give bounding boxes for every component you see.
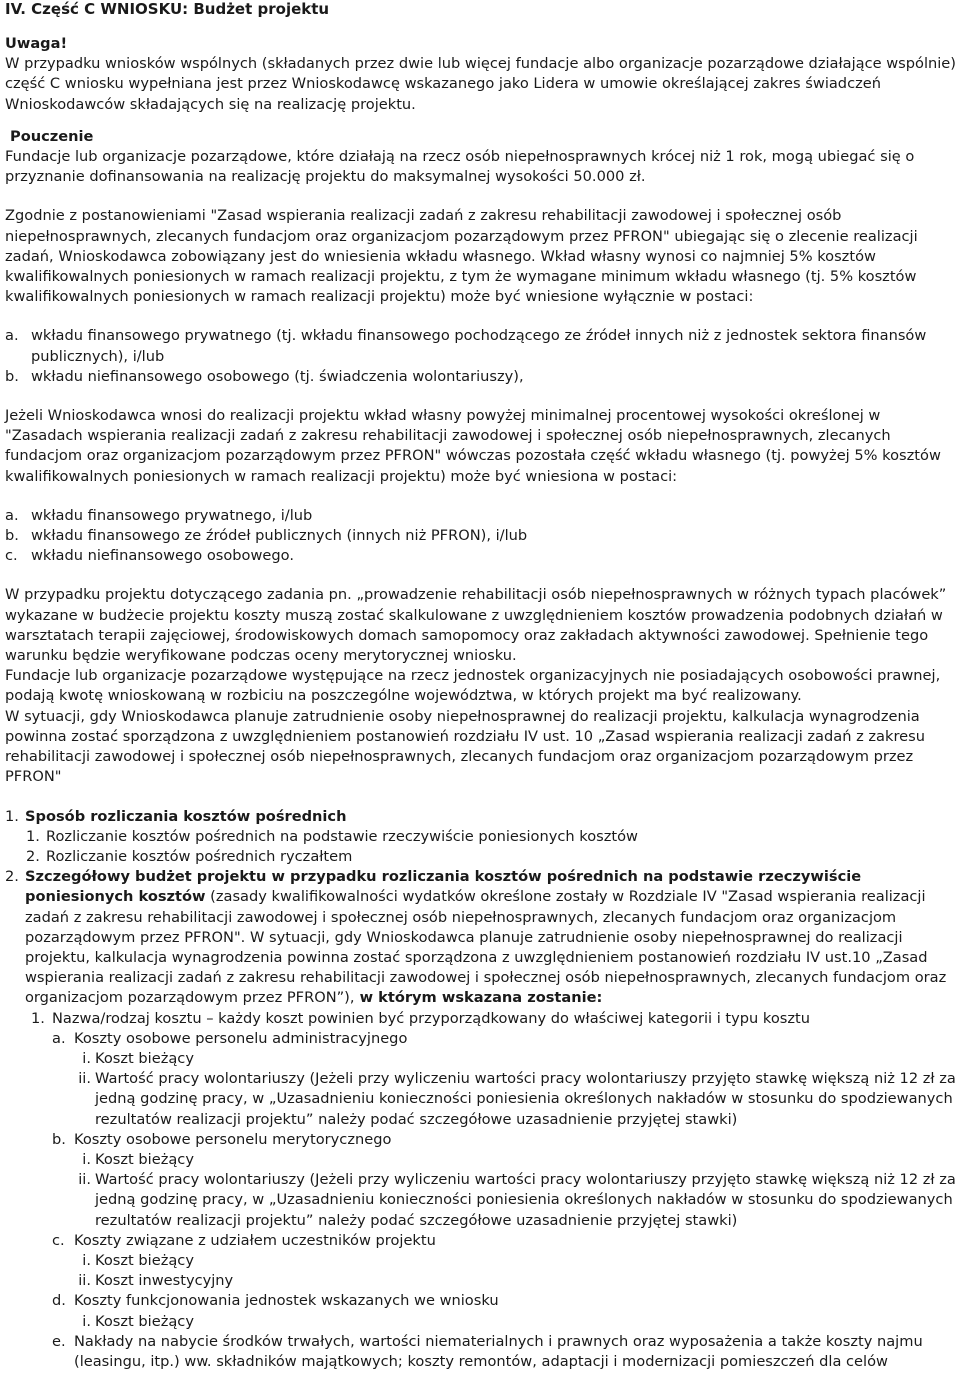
- pouczenie-text: Fundacje lub organizacje pozarządowe, które działają na rzecz osób niepełnosprawnych krócej niż 1 rok, mogą ubiegać się o przyznanie dofinansowania na realizację projektu do maksymalnej wysokości 50.000 zł.: [5, 148, 915, 186]
- list-text: wkładu niefinansowego osobowego.: [31, 547, 294, 565]
- list-marker: ii.: [78, 1070, 91, 1088]
- paragraph-w-przypadku: W przypadku projektu dotyczącego zadania pn. „prowadzenie rehabilitacji osób niepełnosprawnych w różnych typach placówek” wykazane w budżecie projektu koszty muszą zostać skalkulowane z uwzględnieniem kosztów prowadzenia podobnych działań w warsztatach terapii zajęciowej, środowiskowych domach samopomocy oraz zakładach aktywności zawodowej. Spełnienie tego warunku będzie weryfikowane podczas oceny merytorycznej wniosku.: [5, 586, 947, 665]
- list-tail: w którym wskazana zostanie:: [354, 989, 603, 1007]
- list-marker: b.: [5, 527, 19, 545]
- cost-type-item: [5, 1170, 956, 1231]
- list-item-2: [5, 867, 956, 1008]
- list-marker: b.: [52, 1130, 66, 1148]
- list-text: Wartość pracy wolontariuszy (Jeżeli przy wyliczeniu wartości pracy wolontariuszy przyjęto stawkę większą niż 12 zł za jedną godzinę pracy, w „Uzasadnieniu konieczności poniesienia określonych nakładów w stosunku do spodziewanych rezultatów realizacji projektu” należy podać szczegółowe uzasadnienie przyjętej stawki): [95, 1070, 956, 1128]
- paragraph-w-sytuacji: W sytuacji, gdy Wnioskodawca planuje zatrudnienie osoby niepełnosprawnej do realizacji projektu, kalkulacja wynagrodzenia powinna zostać sporządzona z uwzględnieniem postanowień rozdziału IV ust. 10 „Zasad wspierania realizacji zadań z zakresu rehabilitacji zawodowej i społecznej osób niepełnosprawnych, zlecanych fundacjom oraz organizacjom pozarządowym przez PFRON": [5, 707, 925, 786]
- category-item: [5, 1332, 956, 1372]
- list-text: Koszt bieżący: [95, 1150, 194, 1168]
- paragraph-zgodnie: Zgodnie z postanowieniami "Zasad wspierania realizacji zadań z zakresu rehabilitacji zawodowej i społecznej osób niepełnosprawnych, zlecanych fundacjom oraz organizacjom pozarządowym przez PFRON" ubiegając się o zlecenie realizacji zadań, Wnioskodawca zobowiązany jest do wniesienia wkładu własnego. Wkład własny wynosi co najmniej 5% kosztów kwalifikowalnych poniesionych w ramach realizacji projektu, z tym że wymagane minimum wkładu własnego (tj. 5% kosztów kwalifikowalnych poniesionych w ramach realizacji projektu) może być wniesione wyłącznie w postaci:: [5, 207, 918, 306]
- list-marker: 1.: [5, 807, 19, 825]
- category-item: [5, 1291, 956, 1311]
- list-text: wkładu finansowego ze źródeł publicznych (innych niż PFRON), i/lub: [31, 527, 528, 545]
- list-text: Nakłady na nabycie środków trwałych, wartości niematerialnych i prawnych oraz wyposażenia a także koszty najmu (leasingu, itp.) ww. składników majątkowych; koszty remontów, adaptacji i modernizacji pomieszczeń dla celów: [74, 1332, 923, 1370]
- paragraph-fundacje: Fundacje lub organizacje pozarządowe występujące na rzecz jednostek organizacyjnych nie posiadających osobowości prawnej, podają kwotę wnioskowaną w rozbiciu na poszczególne województwa, w których projekt ma być realizowany.: [5, 667, 941, 705]
- cost-type-item: [5, 1150, 956, 1170]
- list-marker: i.: [82, 1150, 91, 1168]
- cost-type-item: [5, 1049, 956, 1069]
- list-text: Koszty osobowe personelu merytorycznego: [74, 1130, 392, 1148]
- list-body: (zasady kwalifikowalności wydatków określone zostały w Rozdziale IV "Zasad wspierania realizacji zadań z zakresu rehabilitacji zawodowej i społecznej osób niepełnosprawnych, zlecanych fundacjom oraz organizacjom pozarządowym przez PFRON". W sytuacji, gdy Wnioskodawca planuje zatrudnienie osoby niepełnosprawnej do realizacji projektu, kalkulacja wynagrodzenia powinna zostać sporządzona z uwzględnieniem postanowień rozdziału IV ust.10 „Zasad wspierania realizacji zadań z zakresu rehabilitacji zawodowej i społecznej osób niepełnosprawnych, zlecanych fundacjom oraz organizacjom pozarządowym przez PFRON”),: [25, 888, 947, 1007]
- uwaga-text: W przypadku wniosków wspólnych (składanych przez dwie lub więcej fundacje albo organizacje pozarządowe działające wspólnie) część C wniosku wypełniana jest przez Wnioskodawcę wskazanego jako Lidera w umowie określającej zakres świadczeń Wnioskodawców składających się na realizację projektu.: [5, 55, 956, 113]
- list-text: wkładu finansowego prywatnego, i/lub: [31, 506, 313, 524]
- list-marker: 2.: [26, 847, 40, 865]
- list-wklad-minimum: [5, 326, 956, 387]
- list-text: Koszt inwestycyjny: [95, 1272, 234, 1290]
- category-item: [5, 1029, 956, 1049]
- list-text: Koszty osobowe personelu administracyjnego: [74, 1029, 408, 1047]
- list-marker: ii.: [78, 1272, 91, 1290]
- list-marker: i.: [82, 1251, 91, 1269]
- list-marker: e.: [52, 1332, 66, 1350]
- list-item: [5, 506, 956, 526]
- list-marker: i.: [82, 1312, 91, 1330]
- list-text: Koszt bieżący: [95, 1251, 194, 1269]
- list-text: Koszty związane z udziałem uczestników projektu: [74, 1231, 436, 1249]
- list-text: Koszt bieżący: [95, 1049, 194, 1067]
- list-text: Wartość pracy wolontariuszy (Jeżeli przy wyliczeniu wartości pracy wolontariuszy przyjęto stawkę większą niż 12 zł za jedną godzinę pracy, w „Uzasadnieniu konieczności poniesienia określonych nakładów w stosunku do spodziewanych rezultatów realizacji projektu” należy podać szczegółowe uzasadnienie przyjętej stawki): [95, 1171, 956, 1229]
- list-marker: a.: [5, 327, 19, 345]
- list-marker: c.: [5, 547, 18, 565]
- list-item: [5, 326, 956, 366]
- list-item: [5, 546, 956, 566]
- list-marker: ii.: [78, 1171, 91, 1189]
- list-text: Rozliczanie kosztów pośrednich ryczałtem: [46, 847, 353, 865]
- category-item: [5, 1130, 956, 1150]
- sub-list-item: [5, 827, 956, 847]
- pouczenie-title: Pouczenie: [10, 127, 94, 145]
- list-marker: 1.: [26, 827, 40, 845]
- list-text: Nazwa/rodzaj kosztu – każdy koszt powinien być przyporządkowany do właściwej kategorii i typu kosztu: [52, 1009, 810, 1027]
- cost-type-item: [5, 1251, 956, 1271]
- category-item: [5, 1231, 956, 1251]
- cost-type-item: [5, 1312, 956, 1332]
- list-item: [5, 367, 956, 387]
- uwaga-block: [5, 34, 956, 115]
- list-marker: a.: [5, 506, 19, 524]
- list-text: Koszt bieżący: [95, 1312, 194, 1330]
- list-text: Rozliczanie kosztów pośrednich na podstawie rzeczywiście poniesionych kosztów: [46, 827, 638, 845]
- list-item-1: [5, 807, 956, 827]
- uwaga-title: Uwaga!: [5, 35, 68, 52]
- list-marker: c.: [52, 1231, 65, 1249]
- list-marker: 1.: [31, 1009, 45, 1027]
- list-wklad-pozostaly: [5, 506, 956, 567]
- list-text: [25, 867, 956, 1008]
- list-text: wkładu finansowego prywatnego (tj. wkładu finansowego pochodzącego ze źródeł innych niż z jednostek sektora finansów publicznych), i/lub: [31, 327, 927, 365]
- cost-type-item: [5, 1069, 956, 1130]
- sub-list-item: [5, 847, 956, 867]
- list-title: Sposób rozliczania kosztów pośrednich: [25, 807, 347, 825]
- list-marker: b.: [5, 367, 19, 385]
- list-item: [5, 526, 956, 546]
- list-marker: d.: [52, 1292, 66, 1310]
- numbered-list: [5, 807, 956, 1373]
- paragraph-jezeli: Jeżeli Wnioskodawca wnosi do realizacji projektu wkład własny powyżej minimalnej procentowej wysokości określonej w "Zasadach wspierania realizacji zadań z zakresu rehabilitacji zawodowej i społecznej osób niepełnosprawnych, zlecanych fundacjom oraz organizacjom pozarządowym przez PFRON" wówczas pozostała część wkładu własnego (tj. powyżej 5% kosztów kwalifikowalnych poniesionych w ramach realizacji projektu) może być wniesiona w postaci:: [5, 407, 941, 485]
- pouczenie-block: [5, 127, 956, 147]
- cost-type-item: [5, 1271, 956, 1291]
- list-marker: a.: [52, 1029, 66, 1047]
- list-text: wkładu niefinansowego osobowego (tj. świadczenia wolontariuszy),: [31, 367, 524, 385]
- section-heading: IV. Część C WNIOSKU: Budżet projektu: [5, 0, 330, 18]
- sub-list-item: [5, 1009, 956, 1029]
- list-marker: i.: [82, 1049, 91, 1067]
- list-title: Szczegółowy budżet projektu w przypadku rozliczania kosztów pośrednich na podstawie rzeczywiście poniesionych kosztów: [25, 868, 862, 906]
- list-text: Koszty funkcjonowania jednostek wskazanych we wniosku: [74, 1292, 499, 1310]
- list-marker: 2.: [5, 868, 19, 886]
